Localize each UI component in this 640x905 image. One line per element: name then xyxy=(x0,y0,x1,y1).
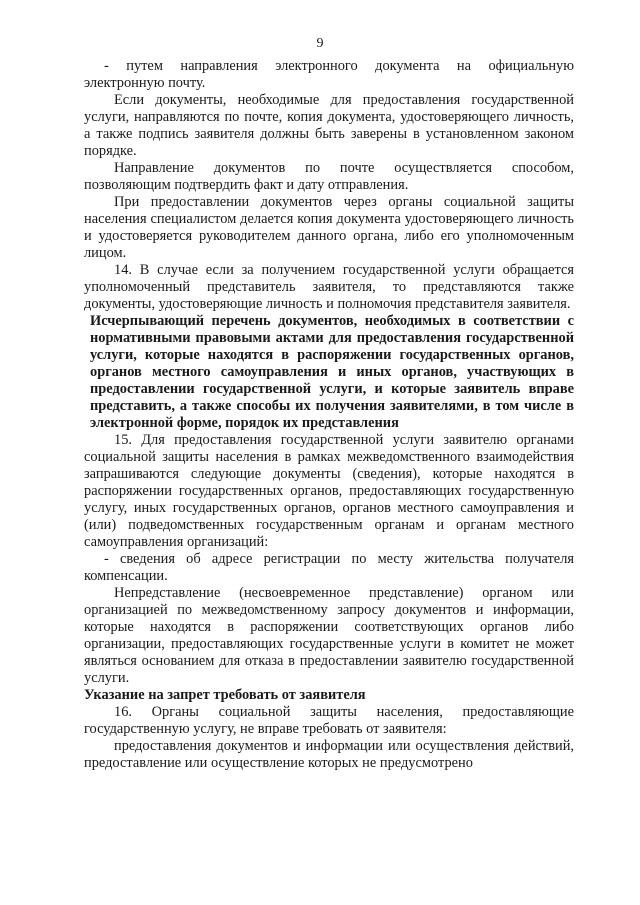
paragraph-item-16: 16. Органы социальной защиты населения, предоставляющие государственную услугу, не вправе требовать от заявителя: xyxy=(84,704,574,737)
page-number: 9 xyxy=(316,36,324,51)
paragraph-documents-provision: предоставления документов и информации или осуществления действий, предоставление или осуществление которых не предусмотрено xyxy=(84,738,574,771)
paragraph-item-14: 14. В случае если за получением государственной услуги обращается уполномоченный представитель заявителя, то представляются также документы, удостоверяющие личность и полномочия представителя заявителя. xyxy=(84,262,574,312)
paragraph-non-submission: Непредставление (несвоевременное представление) органом или организацией по межведомственному запросу документов и информации, которые находятся в распоряжении соответствующих органов либо организации, предоставляющих государственные услуги в комитет не может являться основанием для отказа в предоставлении заявителю государственной услуги. xyxy=(84,585,574,686)
paragraph-postal-submission: Если документы, необходимые для предоставления государственной услуги, направляются по почте, копия документа, удостоверяющего личность, а также подпись заявителя должны быть заверены в установленном законом порядке. xyxy=(84,92,574,159)
paragraph-email-submission: - путем направления электронного документа на официальную электронную почту. xyxy=(84,58,574,91)
paragraph-postal-method: Направление документов по почте осуществляется способом, позволяющим подтвердить факт и дату отправления. xyxy=(84,160,574,193)
section-heading-prohibition: Указание на запрет требовать от заявителя xyxy=(84,687,366,703)
paragraph-address-info: - сведения об адресе регистрации по месту жительства получателя компенсации. xyxy=(84,551,574,584)
document-body xyxy=(84,58,574,772)
section-heading-documents-list: Исчерпывающий перечень документов, необходимых в соответствии с нормативными правовыми актами для предоставления государственной услуги, которые находятся в распоряжении государственных органов, органов местного самоуправления и иных органов, участвующих в предоставлении государственной услуги, и которые заявитель вправе представить, а также способы их получения заявителями, в том числе в электронной форме, порядок их представления xyxy=(90,313,574,431)
paragraph-social-protection-copy: При предоставлении документов через органы социальной защиты населения специалистом делается копия документа удостоверяющего личность и удостоверяется руководителем данного органа, либо его уполномоченным лицом. xyxy=(84,194,574,261)
paragraph-item-15: 15. Для предоставления государственной услуги заявителю органами социальной защиты населения в рамках межведомственного взаимодействия запрашиваются следующие документы (сведения), которые находятся в распоряжении государственных органов, предоставляющих государственную услугу, иных государственных органов, органов местного самоуправления и (или) подведомственных государственным органам и органам местного самоуправления организаций: xyxy=(84,432,574,550)
